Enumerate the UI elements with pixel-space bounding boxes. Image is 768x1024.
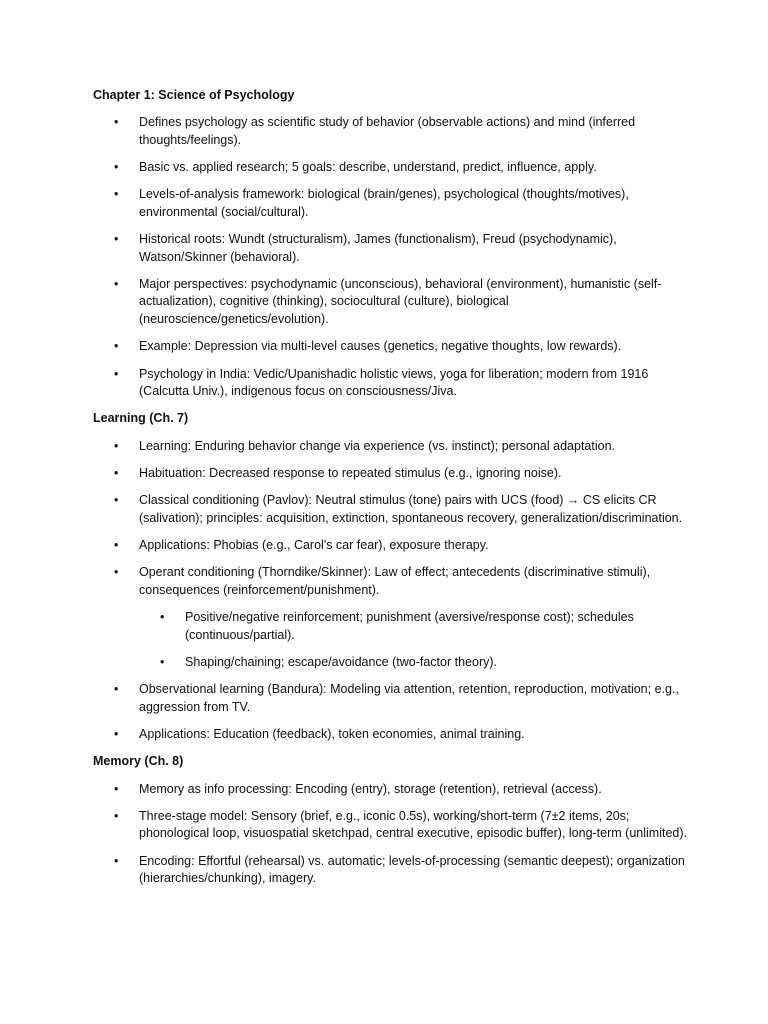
list-item-operant-conditioning [93, 564, 688, 671]
list-item: • Applications: Education (feedback), token economies, animal training. [93, 726, 688, 744]
list-item: • Defines psychology as scientific study of behavior (observable actions) and mind (inferred thoughts/feelings). [93, 114, 688, 149]
list-item-text: Operant conditioning (Thorndike/Skinner): Law of effect; antecedents (discriminative stimuli), consequences (reinforcement/punishment). [139, 565, 651, 597]
bullet-list-learning [93, 438, 688, 744]
list-item: • Major perspectives: psychodynamic (unconscious), behavioral (environment), humanistic (self-actualization), cognitive (thinking), sociocultural (culture), biological (neuroscience/genetics/evolution). [93, 276, 688, 329]
list-item: • Encoding: Effortful (rehearsal) vs. automatic; levels-of-processing (semantic deepest); organization (hierarchies/chunking), imagery. [93, 853, 688, 888]
list-item: • Classical conditioning (Pavlov): Neutral stimulus (tone) pairs with UCS (food) → CS elicits CR (salivation); principles: acquisition, extinction, spontaneous recovery, generalization/discrimination. [93, 492, 688, 527]
list-item: • Psychology in India: Vedic/Upanishadic holistic views, yoga for liberation; modern from 1916 (Calcutta Univ.), indigenous focus on consciousness/Jiva. [93, 366, 688, 401]
list-item: • Observational learning (Bandura): Modeling via attention, retention, reproduction, motivation; e.g., aggression from TV. [93, 681, 688, 716]
list-item: • Learning: Enduring behavior change via experience (vs. instinct); personal adaptation. [93, 438, 688, 456]
section-heading-chapter-1: Chapter 1: Science of Psychology [93, 88, 295, 102]
sub-bullet-list [139, 609, 688, 671]
list-item: • Habituation: Decreased response to repeated stimulus (e.g., ignoring noise). [93, 465, 688, 483]
list-item: • Memory as info processing: Encoding (entry), storage (retention), retrieval (access). [93, 781, 688, 799]
list-item: • Applications: Phobias (e.g., Carol's car fear), exposure therapy. [93, 537, 688, 555]
list-item: • Basic vs. applied research; 5 goals: describe, understand, predict, influence, apply. [93, 159, 688, 177]
sub-list-item: • Positive/negative reinforcement; punishment (aversive/response cost); schedules (continuous/partial). [139, 609, 688, 644]
bullet-list-memory [93, 781, 688, 888]
section-heading-memory: Memory (Ch. 8) [93, 754, 184, 769]
list-item: • Example: Depression via multi-level causes (genetics, negative thoughts, low rewards). [93, 338, 688, 356]
sub-list-item: • Shaping/chaining; escape/avoidance (two-factor theory). [139, 654, 688, 672]
section-heading-learning: Learning (Ch. 7) [93, 411, 189, 426]
list-item: • Levels-of-analysis framework: biological (brain/genes), psychological (thoughts/motives), environmental (social/cultural). [93, 186, 688, 221]
list-item: • Historical roots: Wundt (structuralism), James (functionalism), Freud (psychodynamic), Watson/Skinner (behavioral). [93, 231, 688, 266]
list-item: • Three-stage model: Sensory (brief, e.g., iconic 0.5s), working/short-term (7±2 items, 20s; phonological loop, visuospatial sketchpad, central executive, episodic buffer), long-term (unlimited). [93, 808, 688, 843]
bullet-list-chapter-1 [93, 114, 688, 400]
